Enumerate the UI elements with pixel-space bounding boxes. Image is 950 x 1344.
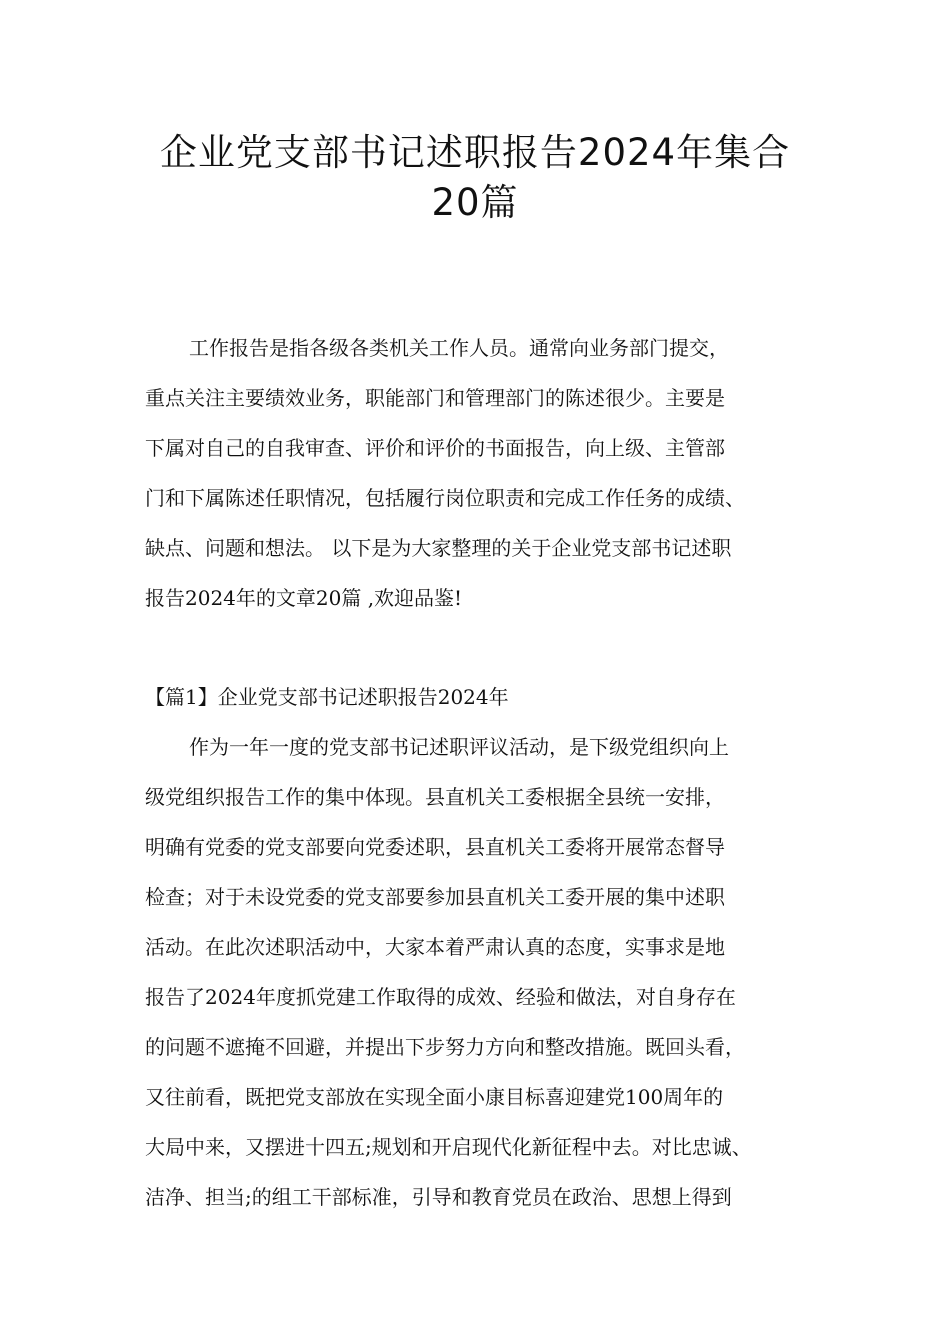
section-line: 的问题不遮掩不回避，并提出下步努力方向和整改措施。既回头看， — [145, 1035, 745, 1059]
intro-line: 门和下属陈述任职情况，包括履行岗位职责和完成工作任务的成绩、 — [145, 486, 745, 510]
section-heading — [145, 672, 825, 722]
intro-line: 报告2024年的文章20篇 ,欢迎品鉴! — [145, 586, 463, 610]
section-line: 大局中来，又摆进十四五;规划和开启现代化新征程中去。对比忠诚、 — [145, 1135, 752, 1159]
intro-paragraph — [145, 323, 825, 623]
section-line: 洁净、担当;的组工干部标准，引导和教育党员在政治、思想上得到 — [145, 1185, 732, 1209]
section-line: 明确有党委的党支部要向党委述职，县直机关工委将开展常态督导 — [145, 835, 725, 859]
intro-line: 工作报告是指各级各类机关工作人员。通常向业务部门提交， — [189, 336, 729, 360]
intro-line: 下属对自己的自我审查、评价和评价的书面报告，向上级、主管部 — [145, 436, 725, 460]
section-line: 级党组织报告工作的集中体现。县直机关工委根据全县统一安排， — [145, 785, 725, 809]
section-heading-text: 【篇1】企业党支部书记述职报告2024年 — [145, 685, 509, 709]
section-line: 检查；对于未设党委的党支部要参加县直机关工委开展的集中述职 — [145, 885, 725, 909]
title-line-2: 20篇 — [431, 181, 519, 224]
section-line: 报告了2024年度抓党建工作取得的成效、经验和做法，对自身存在 — [145, 985, 736, 1009]
intro-line: 重点关注主要绩效业务，职能部门和管理部门的陈述很少。主要是 — [145, 386, 725, 410]
section-line: 作为一年一度的党支部书记述职评议活动，是下级党组织向上 — [189, 735, 729, 759]
intro-line: 缺点、问题和想法。 以下是为大家整理的关于企业党支部书记述职 — [145, 536, 732, 560]
section-1-paragraph — [145, 722, 825, 1222]
section-line: 又往前看，既把党支部放在实现全面小康目标喜迎建党100周年的 — [145, 1085, 724, 1109]
title-line-1: 企业党支部书记述职报告2024年集合 — [159, 131, 791, 174]
document-title — [120, 128, 830, 228]
section-line: 活动。在此次述职活动中，大家本着严肃认真的态度，实事求是地 — [145, 935, 725, 959]
